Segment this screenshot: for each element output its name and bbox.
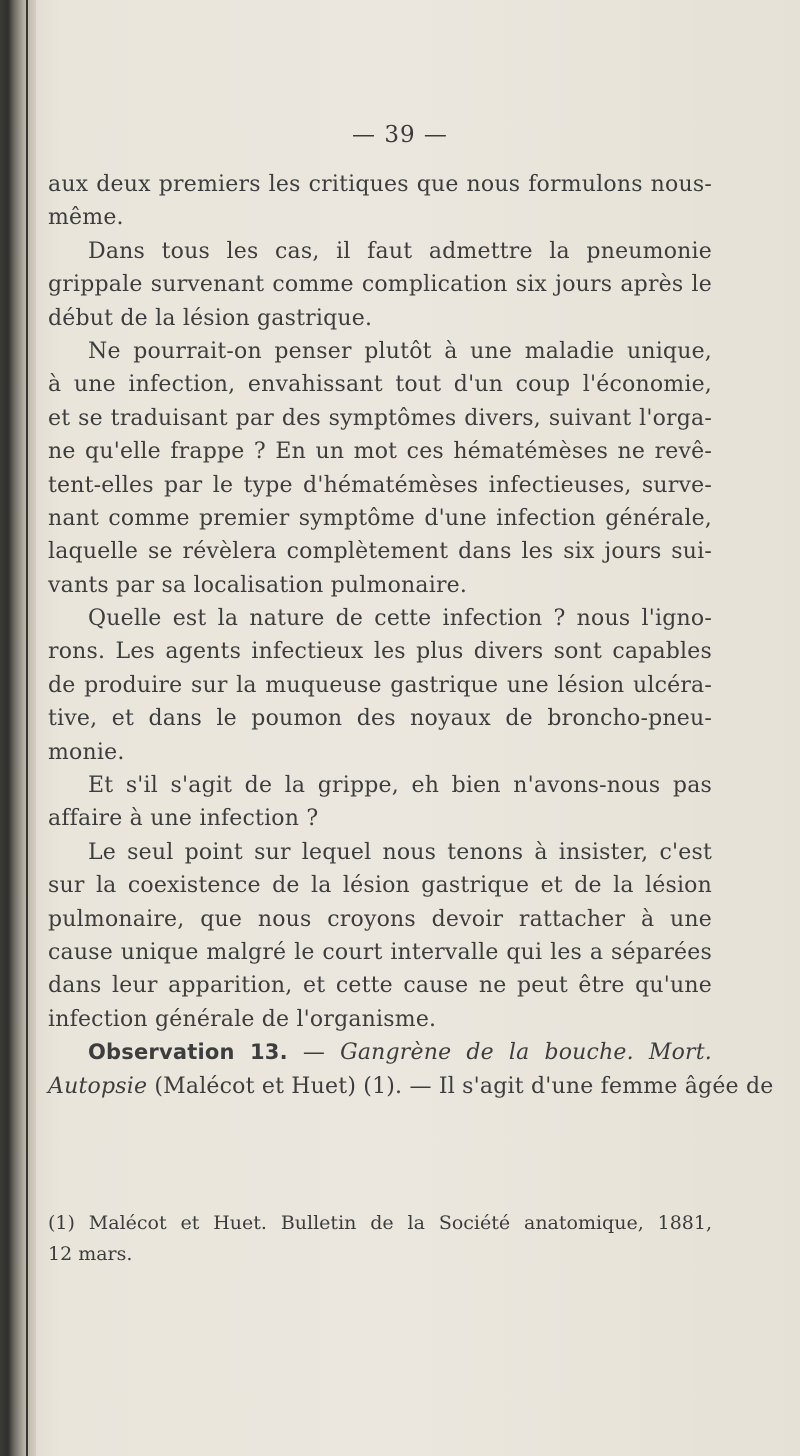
- text-line: même.: [48, 205, 124, 231]
- text-line: tive, et dans le poumon des noyaux de broncho-pneu-: [48, 706, 712, 732]
- text-line: et se traduisant par des symptômes divers, suivant l'orga-: [48, 405, 712, 431]
- text-line: vants par sa localisation pulmonaire.: [48, 572, 468, 598]
- binding-edge: [26, 0, 28, 1456]
- text-line: Dans tous les cas, il faut admettre la pneumonie: [88, 238, 712, 264]
- text-line: rons. Les agents infectieux les plus divers sont capables: [48, 639, 712, 665]
- text-line: grippale survenant comme complication six jours après le: [48, 272, 712, 298]
- footnote-line: (1) Malécot et Huet. Bulletin de la Société anatomique, 1881,: [48, 1212, 712, 1234]
- text-line: laquelle se révèlera complètement dans les six jours sui-: [48, 539, 712, 565]
- body-text: [48, 168, 774, 1103]
- text-line: cause unique malgré le court intervalle qui les a séparées: [48, 939, 712, 965]
- text-line: affaire à une infection ?: [48, 806, 319, 832]
- text-line: de produire sur la muqueuse gastrique une lésion ulcéra-: [48, 672, 712, 698]
- text-line: début de la lésion gastrique.: [48, 305, 373, 331]
- text-line: Quelle est la nature de cette infection ? nous l'igno-: [88, 606, 712, 632]
- text-line: à une infection, envahissant tout d'un coup l'économie,: [48, 372, 712, 398]
- observation-line: [48, 1070, 774, 1103]
- text-line: Le seul point sur lequel nous tenons à insister, c'est: [88, 839, 712, 865]
- text-line: infection générale de l'organisme.: [48, 1006, 437, 1032]
- text-line: Et s'il s'agit de la grippe, eh bien n'avons-nous pas: [88, 773, 712, 799]
- observation-dash: —: [287, 1040, 341, 1066]
- text-line: dans leur apparition, et cette cause ne peut être qu'une: [48, 973, 712, 999]
- text-line: pulmonaire, que nous croyons devoir rattacher à une: [48, 906, 712, 932]
- text-line: tent-elles par le type d'hématémèses infectieuses, surve-: [48, 472, 712, 498]
- observation-heading: [48, 1036, 712, 1069]
- page-number: — 39 —: [352, 122, 448, 148]
- text-line: nant comme premier symptôme d'une infection générale,: [48, 505, 712, 531]
- text-line: ne qu'elle frappe ? En un mot ces hématémèses ne revê-: [48, 439, 712, 465]
- observation-title: Gangrène de la bouche. Mort.: [340, 1040, 712, 1066]
- text-line: monie.: [48, 739, 125, 765]
- observation-rest: (Malécot et Huet) (1). — Il s'agit d'une femme âgée de: [147, 1073, 774, 1099]
- autopsie-label: Autopsie: [48, 1073, 148, 1099]
- observation-label: Observation 13.: [88, 1040, 288, 1065]
- book-binding: [0, 0, 36, 1456]
- footnote-line: 12 mars.: [48, 1243, 133, 1265]
- text-line: aux deux premiers les critiques que nous formulons nous-: [48, 172, 712, 197]
- text-line: sur la coexistence de la lésion gastrique et de la lésion: [48, 873, 712, 899]
- footnotes: [48, 1208, 712, 1270]
- text-line: Ne pourrait-on penser plutôt à une maladie unique,: [88, 338, 712, 364]
